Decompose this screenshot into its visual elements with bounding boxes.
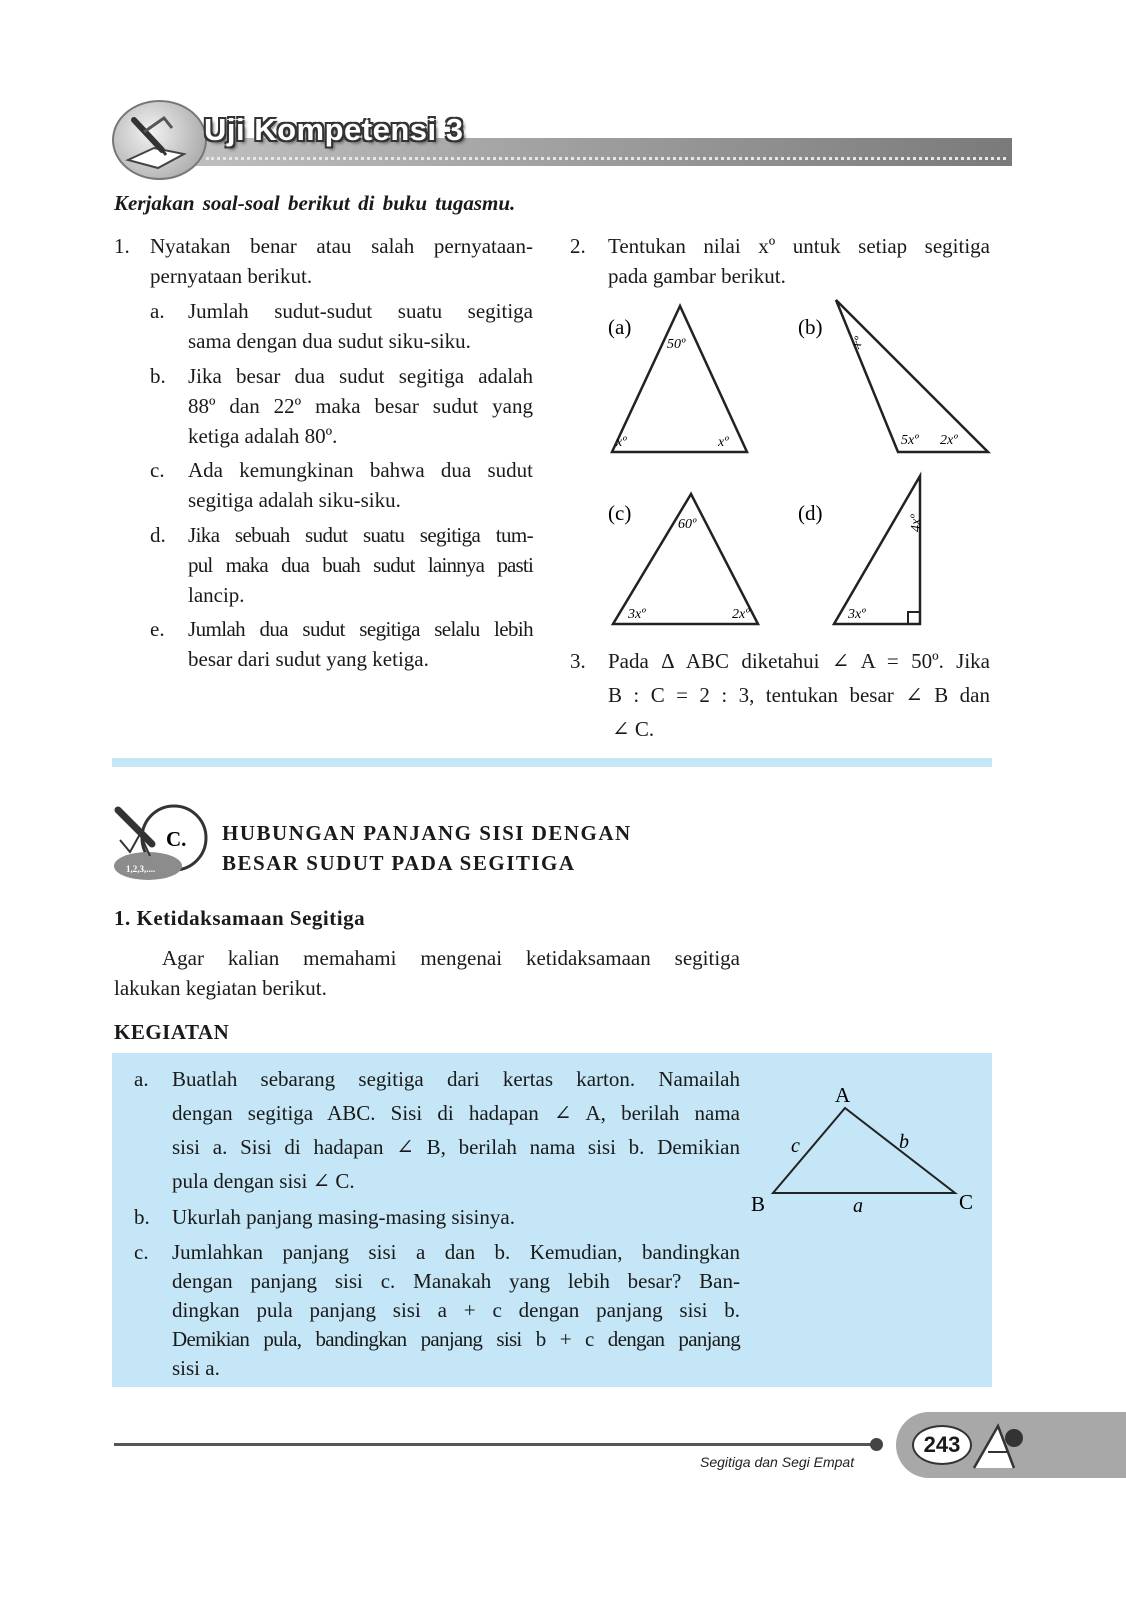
footer-dot [870, 1438, 883, 1451]
banner-dotted-line [206, 157, 1006, 160]
triangle-c [613, 494, 758, 624]
right-angle-mark [908, 612, 920, 624]
q1-number: 1. [114, 234, 130, 258]
q3-line3: ∠ C. [612, 717, 655, 741]
q1-item-line: pul maka dua buah sudut lainnya pasti [188, 553, 533, 577]
kegiatan-item-line: Ukurlah panjang masing-masing sisinya. [172, 1205, 515, 1229]
q1-item-line: Jumlah dua sudut segitiga selalu lebih [188, 617, 533, 641]
triangle-abc [773, 1108, 955, 1193]
triangle-a [612, 306, 747, 452]
figure-d [798, 476, 924, 624]
q1-item-line: Ada kemungkinan bahwa dua sudut [188, 458, 533, 482]
triangle-abc-diagram [745, 1080, 985, 1220]
angle-label: 60º [678, 517, 697, 532]
q1-item-line: segitiga adalah siku-siku. [188, 488, 401, 512]
kegiatan-item-label: b. [134, 1205, 150, 1229]
magnifier-pencil-icon [112, 800, 212, 882]
kegiatan-item-line: sisi a. [172, 1356, 220, 1380]
angle-label: 2xº [732, 607, 750, 622]
side-label: c [791, 1135, 800, 1157]
q1-intro-line2: pernyataan berikut. [150, 264, 313, 288]
figure-b-label: (b) [798, 315, 823, 339]
angle-label: 50º [667, 337, 686, 352]
icon-caption: 1,2,3,.... [126, 864, 156, 874]
q1-item-line: lancip. [188, 583, 245, 607]
paragraph-line1: Agar kalian memahami mengenai ketidaksamaan segitiga [162, 946, 740, 970]
kegiatan-item-line: pula dengan sisi ∠ C. [172, 1169, 355, 1193]
section-title-line2: BESAR SUDUT PADA SEGITIGA [222, 851, 576, 875]
section-divider [112, 758, 992, 767]
pen-book-icon [112, 100, 207, 180]
q1-item-line: Jika sebuah sudut suatu segitiga tum- [188, 523, 533, 547]
q2-number: 2. [570, 234, 586, 258]
angle-label: 3xº [628, 607, 646, 622]
q1-item-line: 88º dan 22º maka besar sudut yang [188, 394, 533, 418]
angle-label: 4xº [909, 514, 924, 532]
q1-item-line: Jumlah sudut-sudut suatu segitiga [188, 299, 533, 323]
compass-ruler-icon [968, 1420, 1024, 1472]
q2-line1: Tentukan nilai xº untuk setiap segitiga [608, 234, 990, 258]
page-title: Uji Kompetensi 3 [204, 112, 464, 147]
kegiatan-item-label: a. [134, 1067, 149, 1091]
side-label: b [899, 1131, 909, 1153]
q2-triangle-figures [596, 296, 996, 636]
q3-line2: B : C = 2 : 3, tentukan besar ∠ B dan [608, 683, 990, 707]
figure-a-label: (a) [608, 315, 632, 339]
q1-item-label: b. [150, 364, 166, 388]
header-banner [112, 100, 1012, 180]
q1-item-line: sama dengan dua sudut siku-siku. [188, 329, 471, 353]
footer-subject: Segitiga dan Segi Empat [700, 1454, 855, 1470]
angle-label: xº [718, 435, 729, 450]
q2-line2: pada gambar berikut. [608, 264, 786, 288]
angle-label: 2xº [940, 433, 958, 448]
kegiatan-item-label: c. [134, 1240, 149, 1264]
triangle-d [834, 476, 920, 624]
angle-label: 3xº [848, 607, 866, 622]
kegiatan-item-line: dingkan pula panjang sisi a + c dengan panjang sisi b. [172, 1298, 740, 1322]
q1-item-line: ketiga adalah 80º. [188, 424, 338, 448]
q1-item-line: besar dari sudut yang ketiga. [188, 647, 429, 671]
paragraph-line2: lakukan kegiatan berikut. [114, 976, 327, 1000]
q1-item-label: d. [150, 523, 166, 547]
q3-number: 3. [570, 649, 586, 673]
section-letter: C. [166, 827, 187, 851]
kegiatan-title: KEGIATAN [114, 1020, 230, 1044]
vertex-label: B [751, 1192, 766, 1216]
side-label: a [853, 1195, 863, 1217]
vertex-label: A [835, 1083, 851, 1107]
figure-d-label: (d) [798, 501, 823, 525]
footer-rule [114, 1443, 874, 1446]
figure-c [608, 494, 758, 624]
q1-intro-line1: Nyatakan benar atau salah pernyataan- [150, 234, 533, 258]
figure-b [798, 300, 988, 452]
subsection-title: 1. Ketidaksamaan Segitiga [114, 906, 366, 930]
q1-item-label: e. [150, 617, 165, 641]
kegiatan-item-line: dengan segitiga ABC. Sisi di hadapan ∠ A, berilah nama [172, 1101, 740, 1125]
triangle-b [836, 300, 988, 452]
kegiatan-item-line: Demikian pula, bandingkan panjang sisi b + c dengan panjang [172, 1327, 740, 1351]
q1-item-line: Jika besar dua sudut segitiga adalah [188, 364, 533, 388]
q1-item-label: a. [150, 299, 165, 323]
angle-label: 5xº [901, 433, 919, 448]
figure-c-label: (c) [608, 501, 632, 525]
page-number: 243 [912, 1425, 972, 1465]
kegiatan-item-line: Jumlahkan panjang sisi a dan b. Kemudian, bandingkan [172, 1240, 740, 1264]
instruction: Kerjakan soal-soal berikut di buku tugasmu. [114, 191, 516, 215]
kegiatan-item-line: sisi a. Sisi di hadapan ∠ B, berilah nama sisi b. Demikian [172, 1135, 740, 1159]
kegiatan-item-line: Buatlah sebarang segitiga dari kertas karton. Namailah [172, 1067, 740, 1091]
angle-label: xº [616, 435, 627, 450]
q3-line1: Pada Δ ABC diketahui ∠ A = 50º. Jika [608, 649, 990, 673]
q1-item-label: c. [150, 458, 165, 482]
kegiatan-item-line: dengan panjang sisi c. Manakah yang lebih besar? Ban- [172, 1269, 740, 1293]
figure-a [608, 306, 747, 452]
section-title-line1: HUBUNGAN PANJANG SISI DENGAN [222, 821, 632, 845]
angle-label: xº [849, 334, 868, 352]
vertex-label: C [959, 1190, 974, 1214]
